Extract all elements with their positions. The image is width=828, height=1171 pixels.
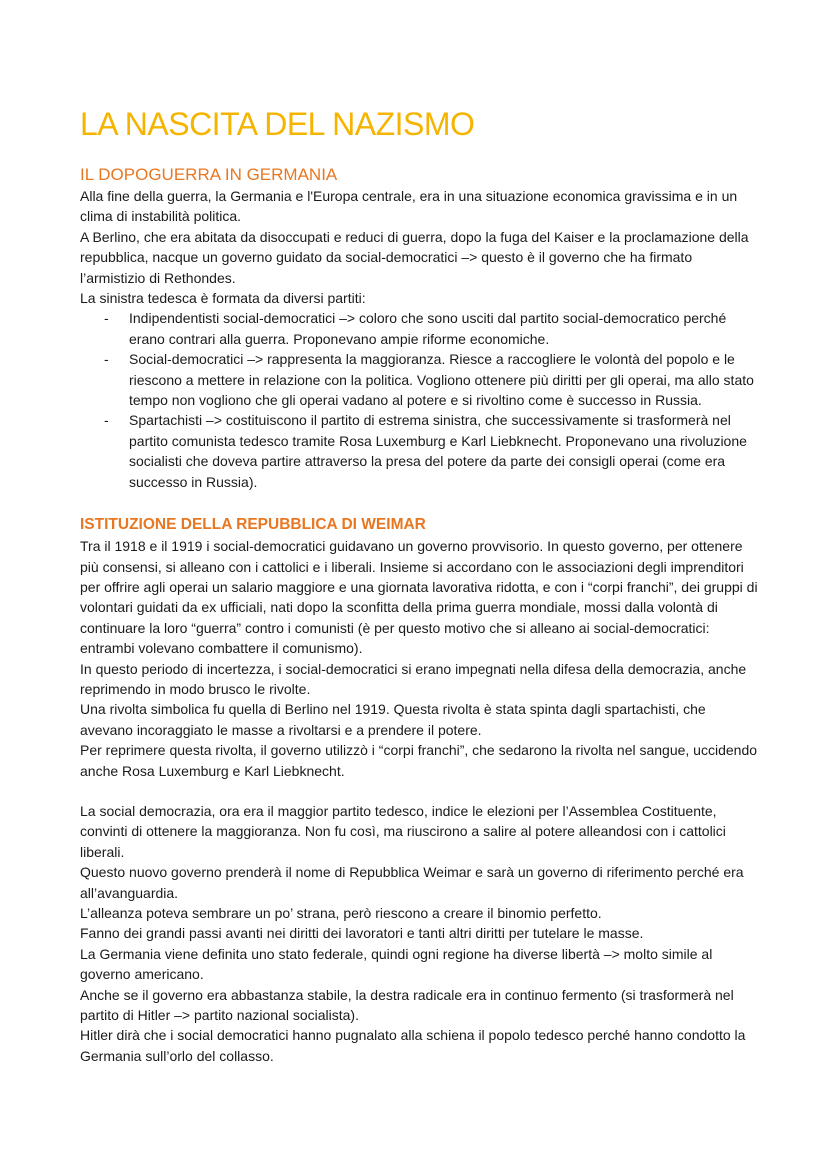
document-title: LA NASCITA DEL NAZISMO [80,106,475,142]
paragraph: Questo nuovo governo prenderà il nome di Repubblica Weimar e sarà un governo di riferimento perché era all’avanguardia. [80,864,744,901]
paragraph: A Berlino, che era abitata da disoccupati e reduci di guerra, dopo la fuga del Kaiser e la proclamazione della repubblica, nacque un governo guidato da social-democratici –> questo è il governo che ha firmato l’armistizio di Rethondes. [80,228,749,286]
party-list [80,308,760,492]
paragraph: La sinistra tedesca è formata da diversi partiti: [80,290,366,307]
paragraph: Hitler dirà che i social democratici hanno pugnalato alla schiena il popolo tedesco perché hanno condotto la Germania sull’orlo del collasso. [80,1027,746,1064]
list-item: - Spartachisti –> costituiscono il partito di estrema sinistra, che successivamente si trasformerà nel partito comunista tedesco tramite Rosa Luxemburg e Karl Liebknecht. Proponevano una rivoluzione socialisti che doveva partire attraverso la presa del potere da parte dei consigli operai (come era successo in Russia). [129,410,760,492]
paragraph: Anche se il governo era abbastanza stabile, la destra radicale era in continuo fermento (si trasformerà nel partito di Hitler –> partito nazional socialista). [80,986,734,1024]
paragraph: L’alleanza poteva sembrare un po’ strana, però riescono a creare il binomio perfetto. [80,905,602,921]
paragraph: Tra il 1918 e il 1919 i social-democratici guidavano un governo provvisorio. In questo governo, per ottenere più consensi, si alleano con i cattolici e i liberali. Insieme si accordano con le associazioni degli imprenditori per offrire agli operai un salario maggiore e una giornata lavorativa ridotta, e con i “corpi franchi”, dei gruppi di volontari guidati da ex ufficiali, nati dopo la sconfitta della prima guerra mondiale, mossi dalla volontà di continuare la loro “guerra” contro i comunisti (è per questo motivo che si alleano ai social-democratici: entrambi volevano combattere il comunismo). [80,538,758,657]
document-page [80,104,760,1066]
section-heading-dopoguerra: IL DOPOGUERRA IN GERMANIA [80,165,338,184]
section-heading-weimar: ISTITUZIONE DELLA REPUBBLICA DI WEIMAR [80,516,426,534]
paragraph: In questo periodo di incertezza, i social-democratici si erano impegnati nella difesa della democrazia, anche reprimendo in modo brusco le rivolte. [80,660,747,697]
paragraph: Una rivolta simbolica fu quella di Berlino nel 1919. Questa rivolta è stata spinta dagli spartachisti, che avevano incoraggiato le masse a rivoltarsi e a prendere il potere. [80,701,706,738]
list-item: - Indipendentisti social-democratici –> coloro che sono usciti dal partito social-democratico perché erano contrari alla guerra. Proponevano ampie riforme economiche. [129,308,760,349]
paragraph: La social democrazia, ora era il maggior partito tedesco, indice le elezioni per l’Assemblea Costituente, convinti di ottenere la maggioranza. Non fu così, ma riuscirono a salire al potere alleandosi con i cattolici liberali. [80,802,726,860]
paragraph: La Germania viene definita uno stato federale, quindi ogni regione ha diverse libertà –> molto simile al governo americano. [80,945,713,983]
paragraph: Per reprimere questa rivolta, il governo utilizzò i “corpi franchi”, che sedarono la rivolta nel sangue, uccidendo anche Rosa Luxemburg e Karl Liebknecht. [80,742,758,779]
list-item: - Social-democratici –> rappresenta la maggioranza. Riesce a raccogliere le volontà del popolo e le riescono a mettere in relazione con la politica. Vogliono ottenere più diritti per gli operai, ma allo stato tempo non vogliono che gli operai vadano al potere e si rivoltino come è successo in Russia. [129,349,760,410]
paragraph: Fanno dei grandi passi avanti nei diritti dei lavoratori e tanti altri diritti per tutelare le masse. [80,925,644,942]
paragraph: Alla fine della guerra, la Germania e l'Europa centrale, era in una situazione economica gravissima e in un clima di instabilità politica. [80,188,738,225]
